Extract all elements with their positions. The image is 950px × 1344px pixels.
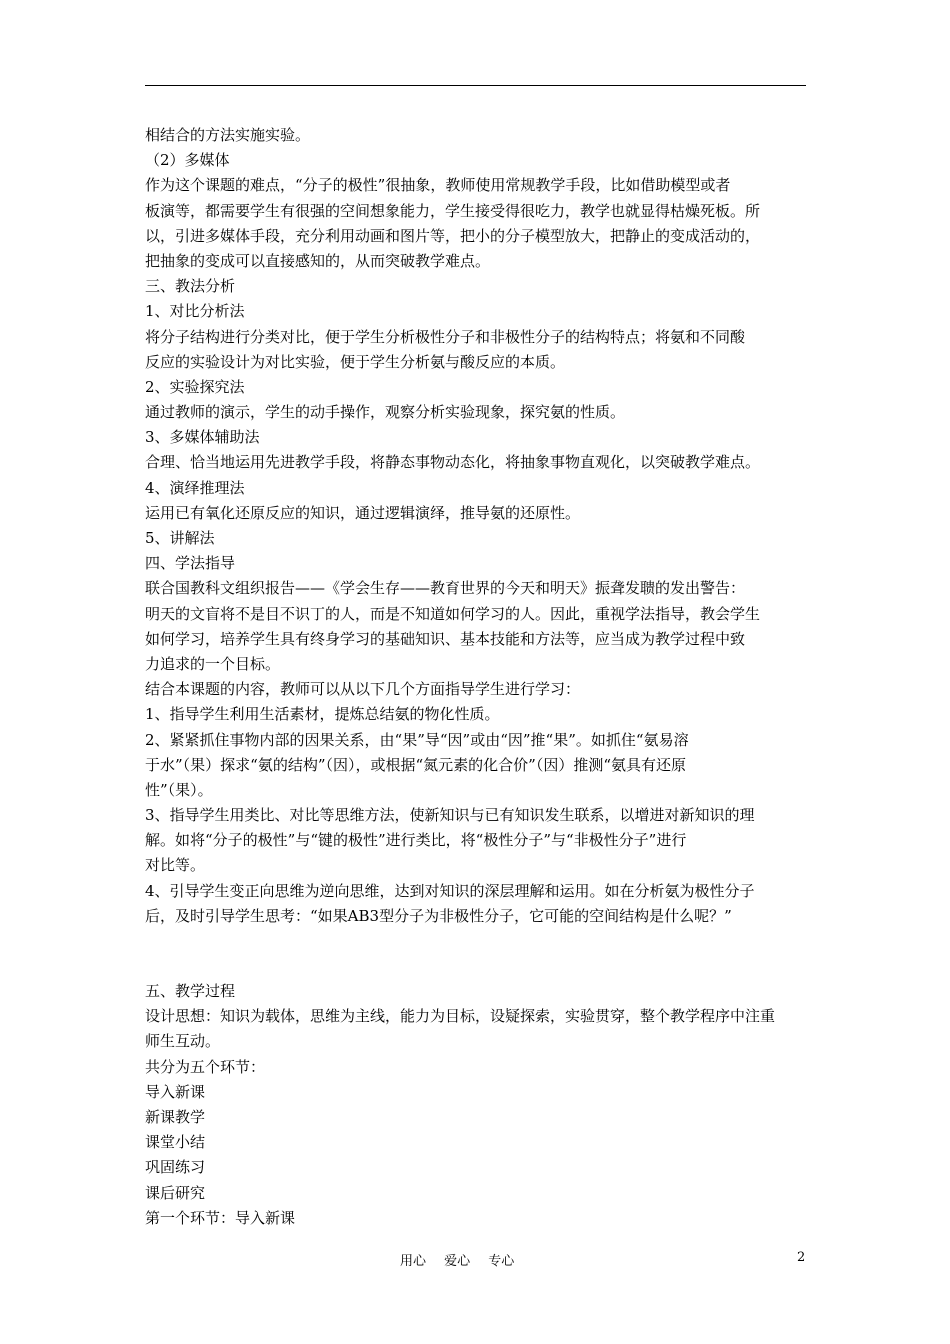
text-line: 板演等，都需要学生有很强的空间想象能力，学生接受得很吃力，教学也就显得枯燥死板。所 [145, 201, 761, 220]
text-line: 共分为五个环节： [145, 1057, 266, 1076]
text-line: 3、指导学生用类比、对比等思维方法，使新知识与已有知识发生联系，以增进对新知识的理 [145, 806, 755, 825]
text-line: 五、教学过程 [145, 982, 236, 1000]
text-line: 后，及时引导学生思考：“如果AB3型分子为非极性分子，它可能的空间结构是什么呢？” [145, 906, 732, 925]
text-line: 解。如将“分子的极性”与“键的极性”进行类比，将“极性分子”与“非极性分子”进行 [145, 831, 687, 850]
document-body [145, 123, 809, 1231]
text-line: 把抽象的变成可以直接感知的，从而突破教学难点。 [145, 251, 491, 270]
text-line: 1、对比分析法 [145, 302, 245, 321]
text-line: 第一个环节：导入新课 [145, 1208, 296, 1227]
page-number: 2 [797, 1250, 806, 1265]
text-line: 四、学法指导 [145, 554, 236, 573]
text-line: 2、紧紧抓住事物内部的因果关系，由“果”导“因”或由“因”推“果”。如抓住“氨易溶 [145, 730, 689, 749]
text-line: 3、多媒体辅助法 [145, 428, 260, 447]
text-line: 对比等。 [145, 856, 206, 875]
text-line: 相结合的方法实施实验。 [145, 126, 311, 144]
text-line: 4、引导学生变正向思维为逆向思维，达到对知识的深层理解和运用。如在分析氨为极性分子 [145, 881, 755, 900]
text-line: 于水”（果）探求“氨的结构”（因），或根据“氮元素的化合价”（因）推测“氨具有还原 [145, 755, 687, 774]
text-line: （2）多媒体 [145, 151, 230, 170]
text-line: 性”（果）。 [145, 780, 213, 799]
text-line: 导入新课 [145, 1082, 206, 1101]
paragraph-gap [145, 929, 809, 979]
text-line: 运用已有氧化还原反应的知识，通过逻辑演绎，推导氨的还原性。 [145, 503, 581, 522]
text-line: 作为这个课题的难点，“分子的极性”很抽象，教师使用常规教学手段，比如借助模型或者 [145, 176, 731, 195]
text-line: 2、实验探究法 [145, 377, 245, 396]
text-line: 1、指导学生利用生活素材，提炼总结氨的物化性质。 [145, 705, 500, 724]
text-line: 如何学习，培养学生具有终身学习的基础知识、基本技能和方法等，应当成为教学过程中致 [145, 629, 746, 648]
text-block-before-gap [145, 123, 809, 929]
text-line: 明天的文盲将不是目不识丁的人，而是不知道如何学习的人。因此，重视学法指导，教会学生 [145, 604, 761, 623]
text-line: 反应的实验设计为对比实验，便于学生分析氨与酸反应的本质。 [145, 352, 566, 371]
text-line: 设计思想：知识为载体，思维为主线，能力为目标，设疑探索，实验贯穿，整个教学程序中注重 [145, 1007, 776, 1026]
text-line: 三、教法分析 [145, 277, 236, 296]
text-block-teaching-process [145, 979, 809, 1231]
text-line: 5、讲解法 [145, 529, 215, 547]
text-line: 巩固练习 [145, 1158, 206, 1177]
text-line: 师生互动。 [145, 1032, 221, 1051]
footer-motto: 用心 爱心 专心 [400, 1254, 515, 1269]
text-line: 力追求的一个目标。 [145, 654, 281, 673]
text-line: 以，引进多媒体手段，充分利用动画和图片等，把小的分子模型放大，把静止的变成活动的， [145, 226, 761, 245]
text-line: 联合国教科文组织报告——《学会生存——教育世界的今天和明天》振聋发聩的发出警告： [145, 579, 746, 598]
text-line: 合理、恰当地运用先进教学手段，将静态事物动态化，将抽象事物直观化，以突破教学难点。 [145, 453, 761, 472]
text-line: 4、演绎推理法 [145, 478, 245, 497]
text-line: 课后研究 [145, 1183, 206, 1202]
text-line: 通过教师的演示，学生的动手操作，观察分析实验现象，探究氨的性质。 [145, 403, 626, 422]
text-line: 将分子结构进行分类对比，便于学生分析极性分子和非极性分子的结构特点；将氨和不同酸 [145, 327, 746, 346]
text-line: 课堂小结 [145, 1133, 206, 1152]
text-line: 结合本课题的内容，教师可以从以下几个方面指导学生进行学习： [145, 680, 581, 699]
header-rule [145, 85, 806, 86]
text-line: 新课教学 [145, 1107, 206, 1126]
